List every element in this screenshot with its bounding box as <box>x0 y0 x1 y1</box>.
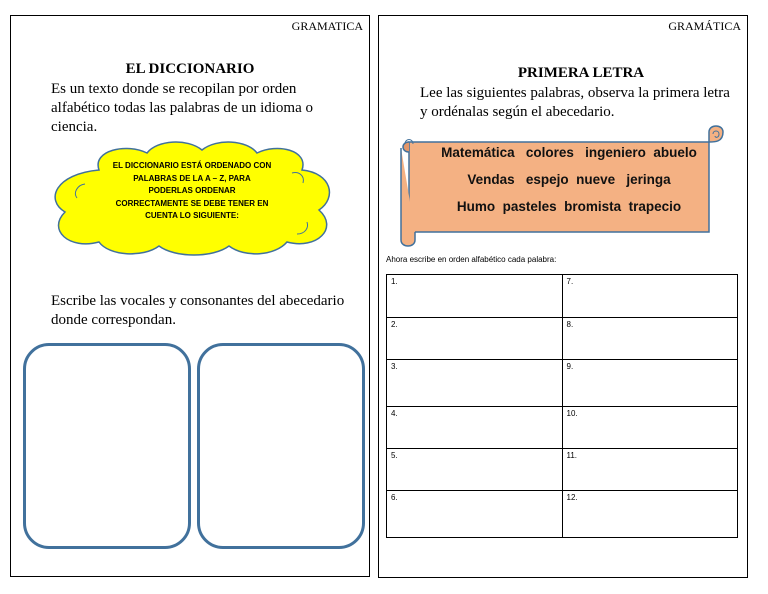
answer-cell[interactable]: 9. <box>562 360 738 407</box>
left-intro <box>51 80 361 137</box>
answer-cell[interactable]: 3. <box>387 360 563 407</box>
cloud-line: CUENTA LO SIGUIENTE: <box>145 211 239 220</box>
answer-cell[interactable]: 4. <box>387 407 563 449</box>
word-line: Matemática colores ingeniero abuelo <box>441 145 697 160</box>
table-row <box>387 318 738 360</box>
right-intro <box>420 84 746 122</box>
left-instruction-line: Escribe las vocales y consonantes del abecedario <box>51 293 345 309</box>
answer-cell[interactable]: 7. <box>562 275 738 318</box>
cloud-text <box>87 160 297 223</box>
right-title: PRIMERA LETRA <box>517 65 645 81</box>
scroll-words <box>424 139 714 220</box>
right-worksheet-page <box>378 15 748 578</box>
info-cloud <box>47 138 337 258</box>
vowels-box[interactable] <box>23 343 191 549</box>
left-instruction <box>51 292 366 330</box>
answer-table <box>386 274 738 538</box>
cloud-line: CORRECTAMENTE SE DEBE TENER EN <box>115 198 269 208</box>
answer-cell[interactable]: 5. <box>387 449 563 491</box>
cloud-line: PALABRAS DE LA A – Z, PARA <box>133 173 251 183</box>
answer-cell[interactable]: 1. <box>387 275 563 318</box>
left-intro-line: Es un texto donde se recopilan por orden <box>51 81 297 97</box>
left-title: EL DICCIONARIO <box>125 61 255 77</box>
answer-cell[interactable]: 8. <box>562 318 738 360</box>
cloud-line: PODERLAS ORDENAR <box>148 186 236 195</box>
table-row <box>387 449 738 491</box>
right-intro-line: y ordénalas según el abecedario. <box>420 104 615 120</box>
table-row <box>387 491 738 538</box>
answer-cell[interactable]: 2. <box>387 318 563 360</box>
left-intro-line: ciencia. <box>51 119 98 135</box>
word-line: Humo pasteles bromista trapecio <box>456 199 682 214</box>
consonants-box[interactable] <box>197 343 365 549</box>
left-header: GRAMATICA <box>291 19 363 33</box>
right-header: GRAMÁTICA <box>668 19 741 33</box>
left-instruction-line: donde correspondan. <box>51 312 176 328</box>
answer-cell[interactable]: 10. <box>562 407 738 449</box>
table-instruction: Ahora escribe en orden alfabético cada palabra: <box>386 255 557 264</box>
table-row <box>387 360 738 407</box>
answer-cell[interactable]: 12. <box>562 491 738 538</box>
answer-cell[interactable]: 11. <box>562 449 738 491</box>
table-row <box>387 275 738 318</box>
word-scroll <box>399 124 725 250</box>
cloud-line: EL DICCIONARIO ESTÁ ORDENADO CON <box>112 161 272 170</box>
left-intro-line: alfabético todas las palabras de un idioma o <box>51 100 313 116</box>
answer-cell[interactable]: 6. <box>387 491 563 538</box>
left-worksheet-page <box>10 15 370 577</box>
word-line: Vendas espejo nueve jeringa <box>467 172 671 187</box>
table-row <box>387 407 738 449</box>
right-intro-line: Lee las siguientes palabras, observa la primera letra <box>420 85 730 101</box>
